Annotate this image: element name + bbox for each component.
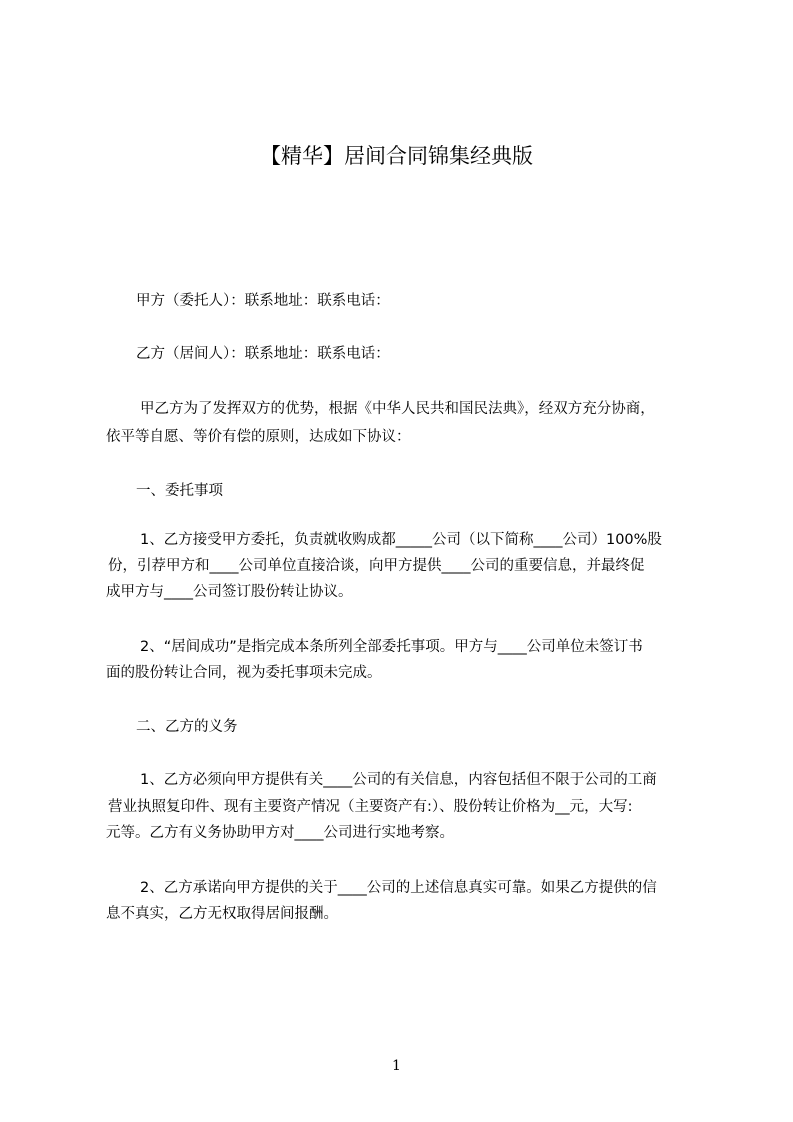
s2-item1-line-3: 元等。乙方有义务协助甲方对____公司进行实地考察。 [106, 825, 454, 841]
intro-line-1: 甲乙方为了发挥双方的优势，根据《中华人民共和国民法典》，经双方充分协商， [140, 401, 655, 417]
document-title: 【精华】居间合同锦集经典版 [260, 144, 533, 168]
party-a-line: 甲方（委托人）：联系地址：联系电话： [136, 293, 390, 309]
s2-item2-line-1: 2、乙方承诺向甲方提供的关于____公司的上述信息真实可靠。如果乙方提供的信 [140, 880, 657, 896]
section-2-heading: 二、乙方的义务 [136, 719, 238, 735]
page-number: 1 [392, 1058, 401, 1074]
s1-item2-line-1: 2、“居间成功”是指完成本条所列全部委托事项。甲方与____公司单位未签订书 [140, 639, 643, 655]
s1-item1-line-1: 1、乙方接受甲方委托，负责就收购成都_____公司（以下简称____公司）100%股 [140, 532, 662, 548]
s1-item1-line-2: 份，引荐甲方和____公司单位直接洽谈，向甲方提供____公司的重要信息，并最终促 [108, 558, 645, 574]
s2-item1-line-1: 1、乙方必须向甲方提供有关____公司的有关信息，内容包括但不限于公司的工商 [140, 772, 657, 788]
section-1-heading: 一、委托事项 [136, 483, 223, 499]
s2-item1-line-2: 营业执照复印件、现有主要资产情况（主要资产有:）、股份转让价格为__元，大写: [108, 799, 633, 815]
intro-line-2: 依平等自愿、等价有偿的原则，达成如下协议： [106, 429, 411, 445]
s1-item2-line-2: 面的股份转让合同，视为委托事项未完成。 [106, 665, 382, 681]
s1-item1-line-3: 成甲方与____公司签订股份转让协议。 [106, 584, 353, 600]
s2-item2-line-2: 息不真实，乙方无权取得居间报酬。 [106, 906, 338, 922]
party-b-line: 乙方（居间人）：联系地址：联系电话： [136, 346, 390, 362]
